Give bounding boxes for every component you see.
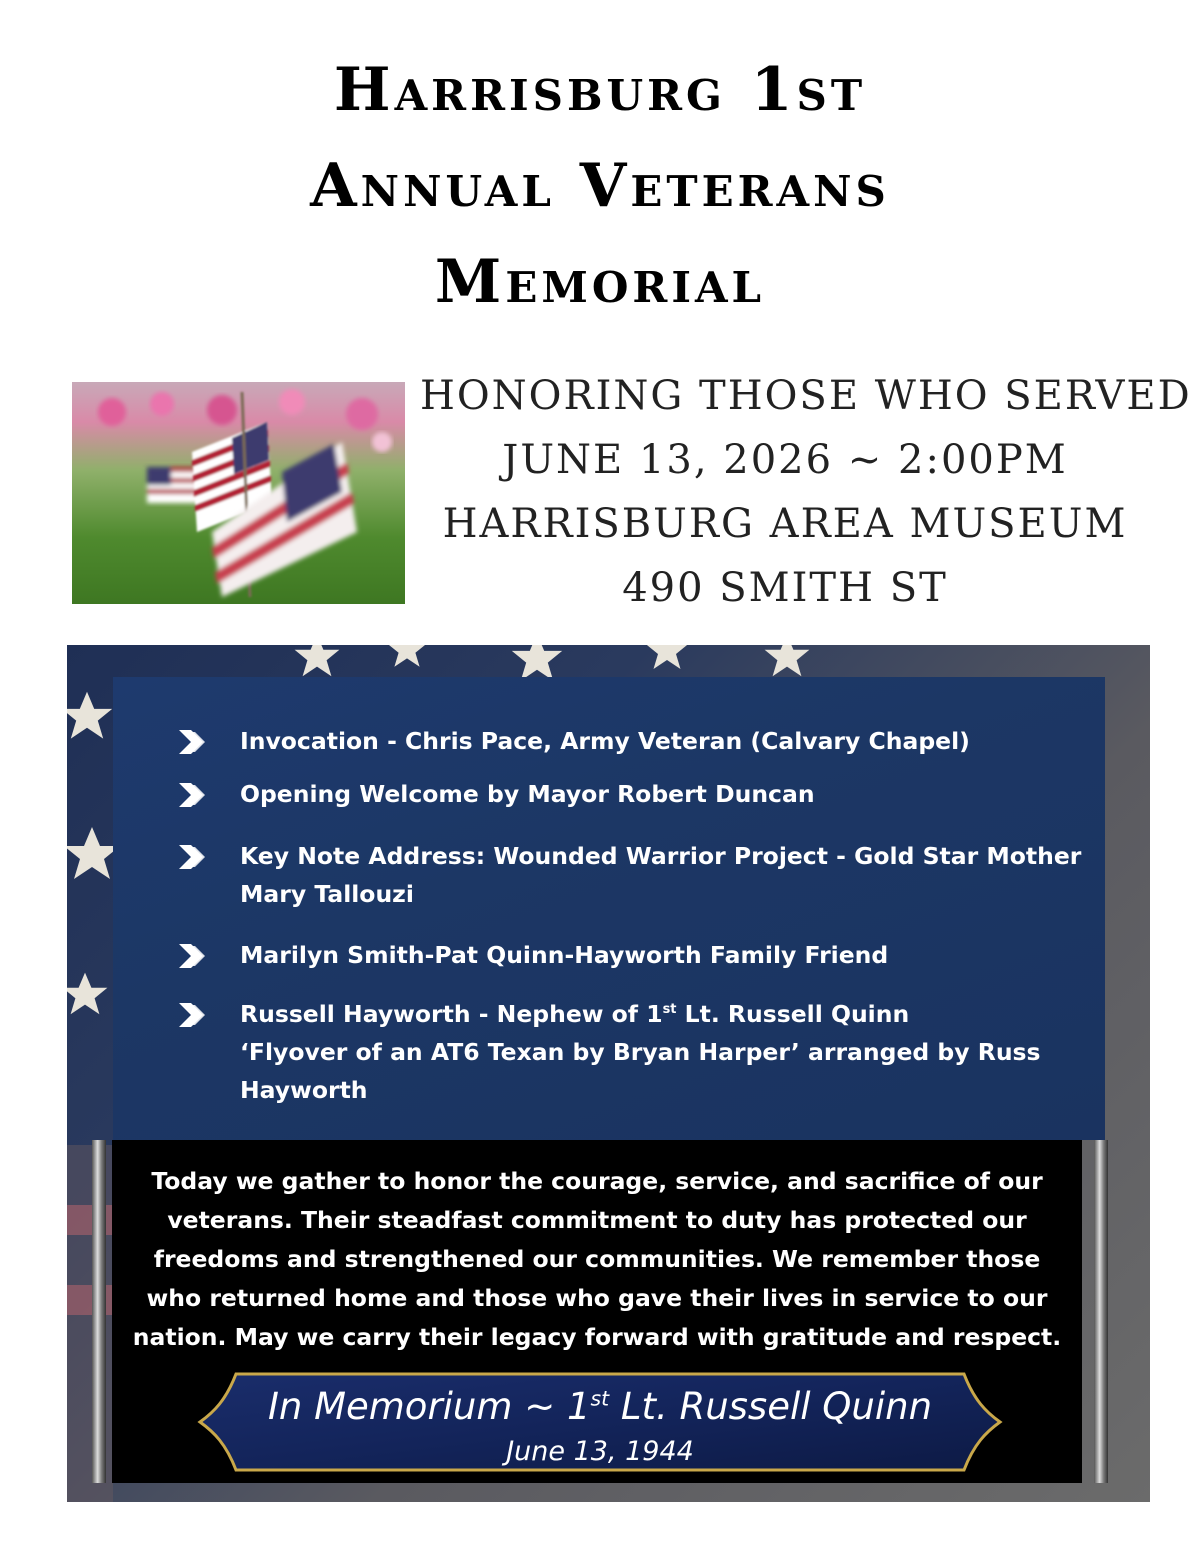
- event-info: [420, 364, 1192, 620]
- program-item-text: Mary Tallouzi: [240, 880, 414, 908]
- right-post: [1094, 1140, 1108, 1483]
- left-post: [92, 1140, 106, 1483]
- chevron-right-icon: [179, 783, 213, 807]
- flags-photo: [72, 382, 405, 604]
- tribute-line: Today we gather to honor the courage, service, and sacrifice of our: [151, 1167, 1043, 1195]
- chevron-right-icon: [179, 730, 213, 754]
- program-item-text: ‘Flyover of an AT6 Texan by Bryan Harper’ arranged by Russ: [240, 1038, 1041, 1066]
- title-line-2: Annual Veterans: [310, 151, 890, 221]
- memoriam-title: In Memorium ~ 1st Lt. Russell Quinn: [267, 1385, 933, 1428]
- program-panel: [113, 677, 1105, 1140]
- tribute-text: [112, 1162, 1082, 1357]
- chevron-right-icon: [179, 944, 213, 968]
- program-item-text: Opening Welcome by Mayor Robert Duncan: [240, 780, 815, 808]
- event-tagline: HONORING THOSE WHO SERVED: [420, 373, 1192, 419]
- tribute-line: who returned home and those who gave their lives in service to our: [146, 1284, 1048, 1312]
- event-address: 490 SMITH ST: [622, 565, 948, 611]
- poster-title: [0, 42, 1200, 330]
- chevron-right-icon: [179, 1003, 213, 1027]
- program-item-text: Hayworth: [240, 1076, 368, 1104]
- program-item-text: Russell Hayworth - Nephew of 1st Lt. Russell Quinn: [240, 1000, 910, 1028]
- tribute-line: nation. May we carry their legacy forward with gratitude and respect.: [132, 1323, 1062, 1351]
- title-line-1: Harrisburg 1st: [333, 55, 867, 125]
- program-item-text: Marilyn Smith-Pat Quinn-Hayworth Family Friend: [240, 941, 889, 969]
- memoriam-date: June 13, 1944: [506, 1436, 694, 1467]
- title-line-3: Memorial: [434, 247, 766, 317]
- event-venue: HARRISBURG AREA MUSEUM: [442, 501, 1128, 547]
- chevron-right-icon: [179, 845, 213, 869]
- program-item-text: Key Note Address: Wounded Warrior Project - Gold Star Mother: [240, 842, 1082, 870]
- tribute-line: freedoms and strengthened our communities. We remember those: [153, 1245, 1041, 1273]
- flags-illustration: [72, 382, 405, 604]
- program-item-text: Invocation - Chris Pace, Army Veteran (Calvary Chapel): [240, 727, 970, 755]
- tribute-line: veterans. Their steadfast commitment to duty has protected our: [167, 1206, 1027, 1234]
- event-date-time: JUNE 13, 2026 ~ 2:00PM: [502, 437, 1068, 483]
